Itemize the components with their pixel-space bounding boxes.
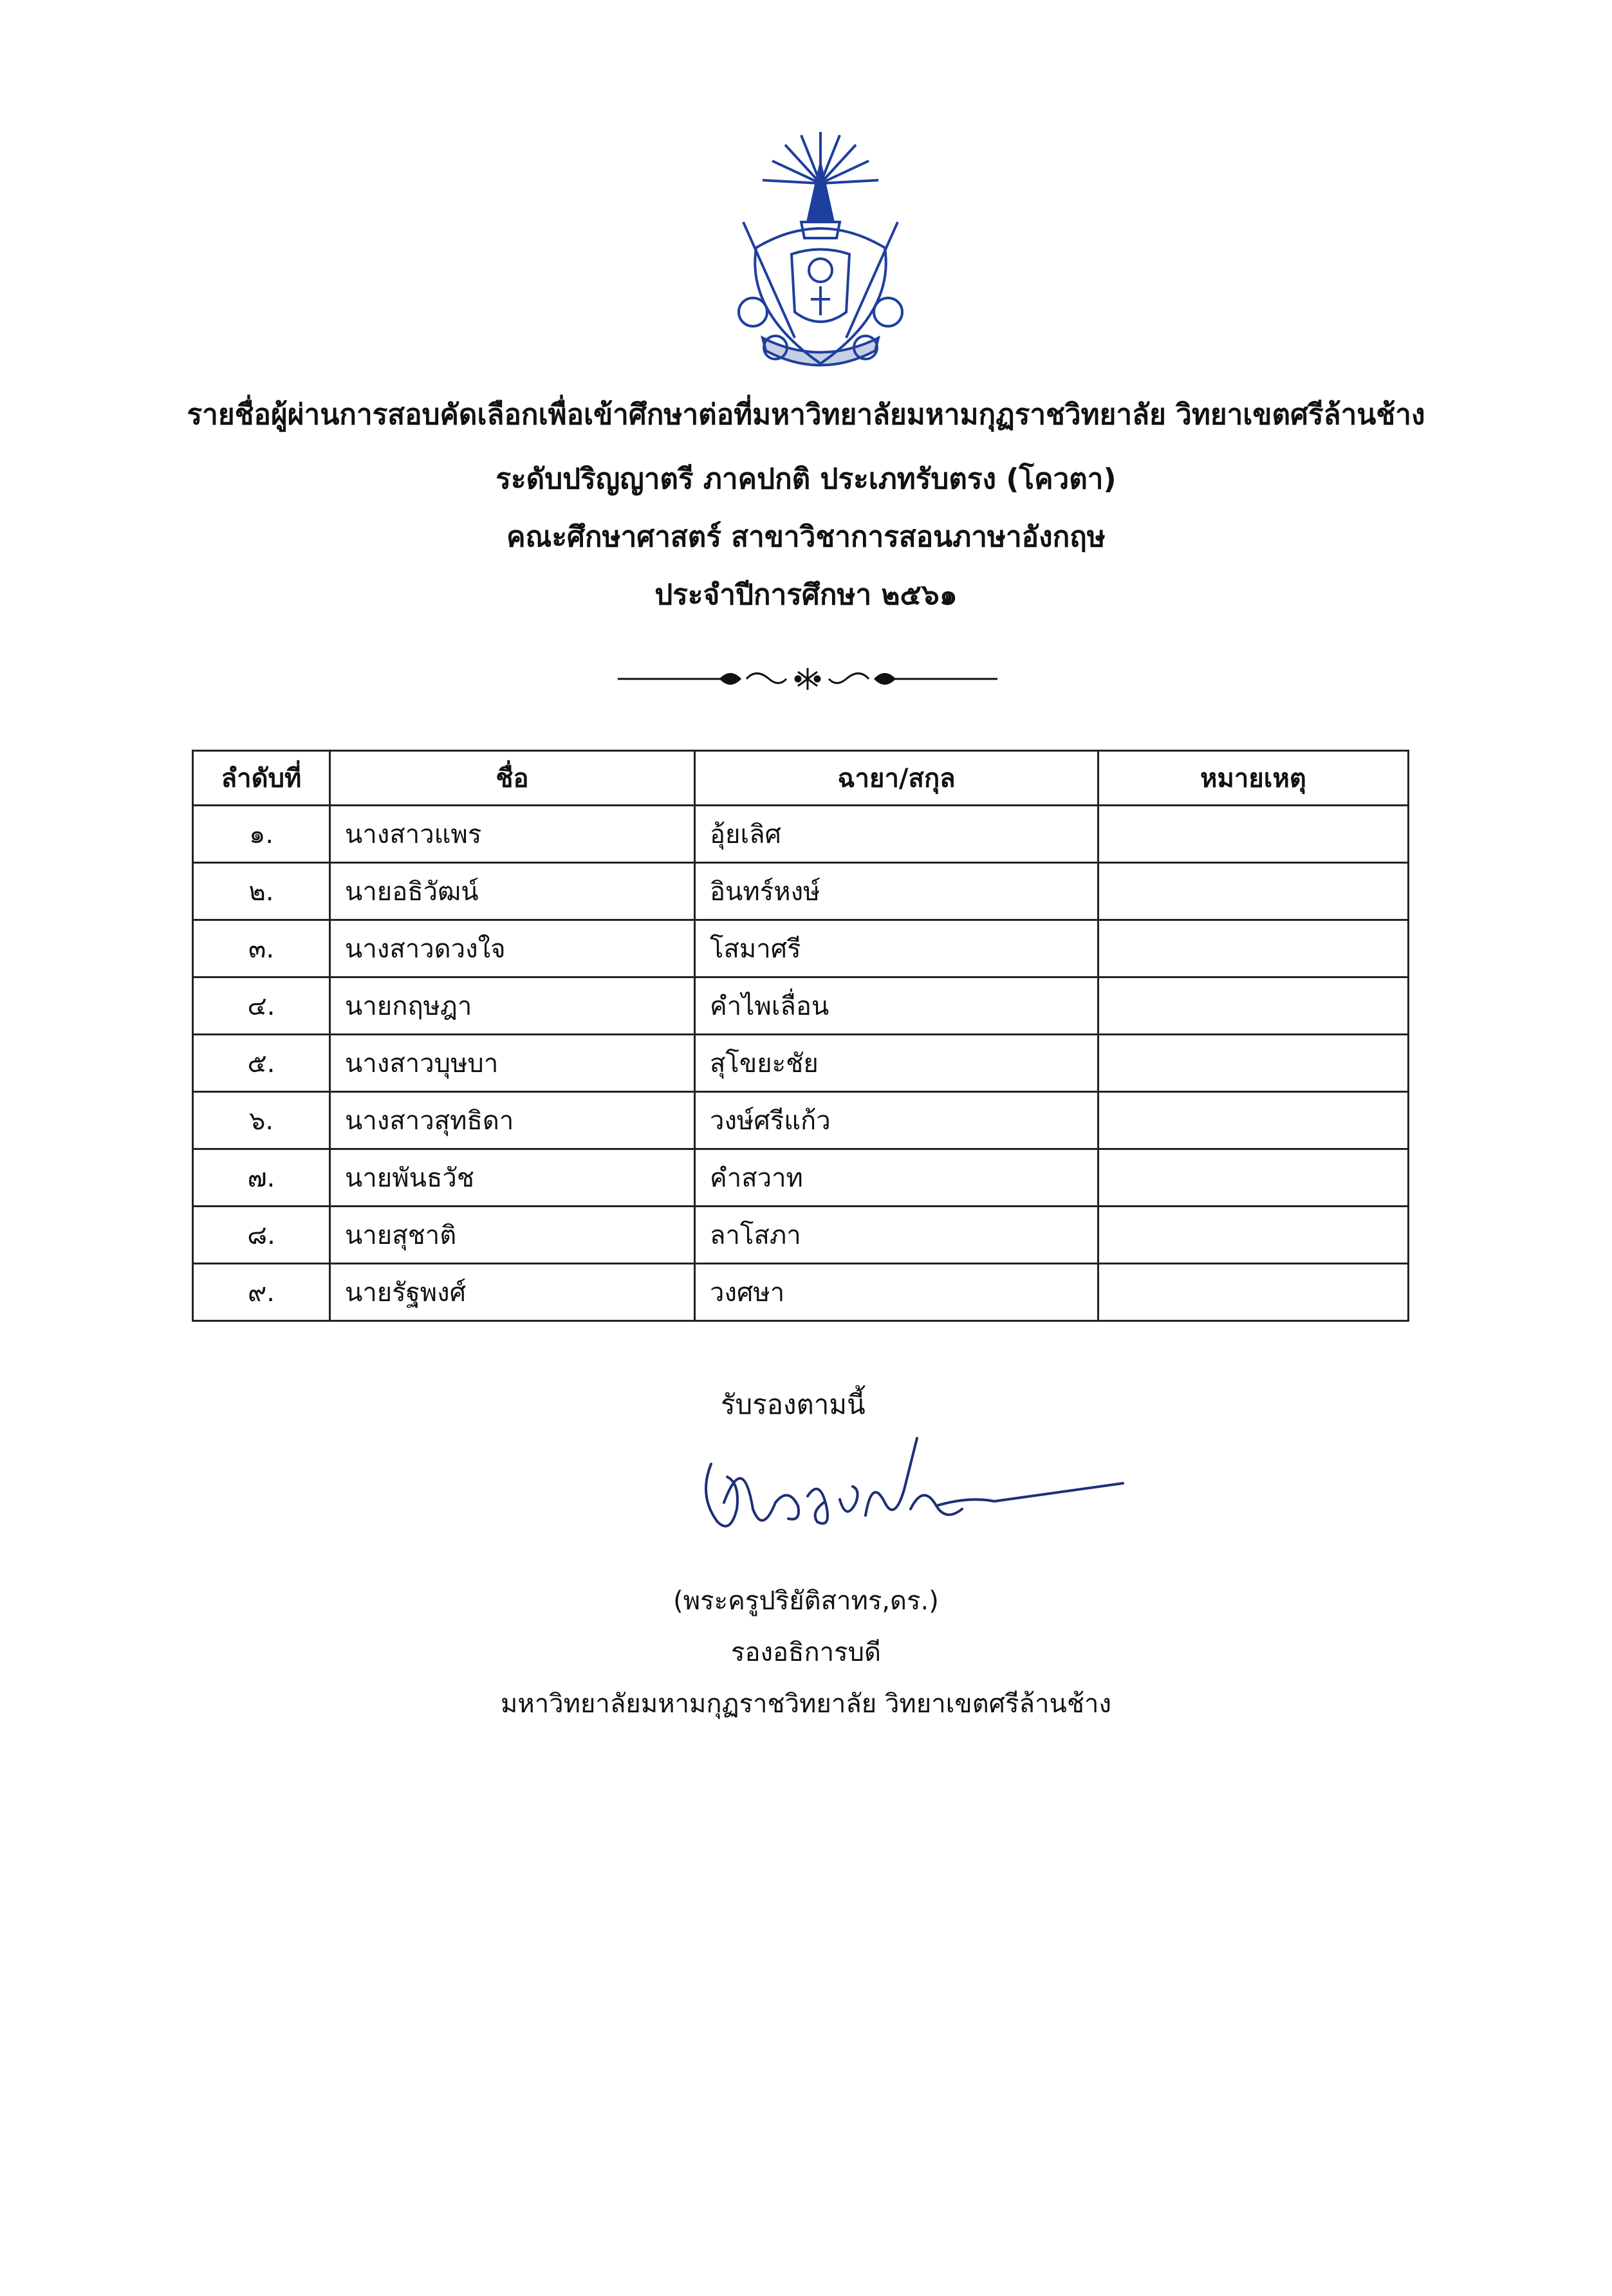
row-name: นายพันธวัช — [330, 1149, 695, 1207]
row-surname: คำไพเลื่อน — [695, 977, 1098, 1035]
title-line-3: คณะศึกษาศาสตร์ สาขาวิชาการสอนภาษาอังกฤษ — [506, 521, 1106, 553]
table-row — [193, 977, 1409, 1035]
row-number: ๑. — [193, 806, 330, 863]
row-note — [1098, 806, 1409, 863]
row-note — [1098, 1035, 1409, 1092]
table-row — [193, 806, 1409, 863]
row-number: ๔. — [193, 977, 330, 1035]
ornament-divider-icon — [618, 663, 997, 695]
row-surname: โสมาศรี — [695, 920, 1098, 977]
row-note — [1098, 863, 1409, 920]
row-surname: อินทร์หงษ์ — [695, 863, 1098, 920]
signer-name: (พระครูปริยัติสาทร,ดร.) — [673, 1586, 939, 1616]
row-surname: วงศษา — [695, 1264, 1098, 1321]
row-number: ๘. — [193, 1207, 330, 1264]
certify-text: รับรองตามนี้ — [721, 1389, 866, 1420]
row-note — [1098, 1264, 1409, 1321]
row-name: นางสาวแพร — [330, 806, 695, 863]
student-list-table — [192, 750, 1409, 1322]
table-row — [193, 1035, 1409, 1092]
table-row — [193, 1264, 1409, 1321]
table-row — [193, 1149, 1409, 1207]
table-row — [193, 863, 1409, 920]
row-note — [1098, 977, 1409, 1035]
table-row — [193, 920, 1409, 977]
row-note — [1098, 920, 1409, 977]
row-note — [1098, 1092, 1409, 1149]
row-number: ๕. — [193, 1035, 330, 1092]
title-line-2: ระดับปริญญาตรี ภาคปกติ ประเภทรับตรง (โควตา) — [496, 463, 1116, 495]
row-name: นางสาวสุทธิดา — [330, 1092, 695, 1149]
row-surname: วงษ์ศรีแก้ว — [695, 1092, 1098, 1149]
signer-organization: มหาวิทยาลัยมหามกุฏราชวิทยาลัย วิทยาเขตศรีล้านช้าง — [500, 1689, 1112, 1719]
row-number: ๗. — [193, 1149, 330, 1207]
row-name: นายสุชาติ — [330, 1207, 695, 1264]
row-number: ๖. — [193, 1092, 330, 1149]
row-note — [1098, 1149, 1409, 1207]
column-header-note: หมายเหตุ — [1098, 751, 1409, 806]
row-surname: ลาโสภา — [695, 1207, 1098, 1264]
table-row — [193, 1092, 1409, 1149]
row-name: นายรัฐพงศ์ — [330, 1264, 695, 1321]
row-note — [1098, 1207, 1409, 1264]
row-surname: อุ้ยเลิศ — [695, 806, 1098, 863]
row-name: นายกฤษฎา — [330, 977, 695, 1035]
row-number: ๓. — [193, 920, 330, 977]
row-name: นางสาวดวงใจ — [330, 920, 695, 977]
title-line-4: ประจำปีการศึกษา ๒๕๖๑ — [654, 579, 958, 611]
column-header-surname: ฉายา/สกุล — [695, 751, 1098, 806]
row-number: ๙. — [193, 1264, 330, 1321]
title-line-1: รายชื่อผู้ผ่านการสอบคัดเลือกเพื่อเข้าศึกษาต่อที่มหาวิทยาลัยมหามกุฏราชวิทยาลัย วิทยาเขตศรีล้านช้าง — [187, 398, 1425, 431]
table-header-row — [193, 751, 1409, 806]
row-name: นางสาวบุษบา — [330, 1035, 695, 1092]
row-surname: คำสวาท — [695, 1149, 1098, 1207]
signer-position: รองอธิการบดี — [730, 1638, 881, 1667]
column-header-order: ลำดับที่ — [193, 751, 330, 806]
signature-icon — [692, 1425, 1129, 1560]
column-header-name: ชื่อ — [330, 751, 695, 806]
table-row — [193, 1207, 1409, 1264]
row-number: ๒. — [193, 863, 330, 920]
row-surname: สุโขยะชัย — [695, 1035, 1098, 1092]
university-emblem-icon — [724, 125, 917, 380]
row-name: นายอธิวัฒน์ — [330, 863, 695, 920]
